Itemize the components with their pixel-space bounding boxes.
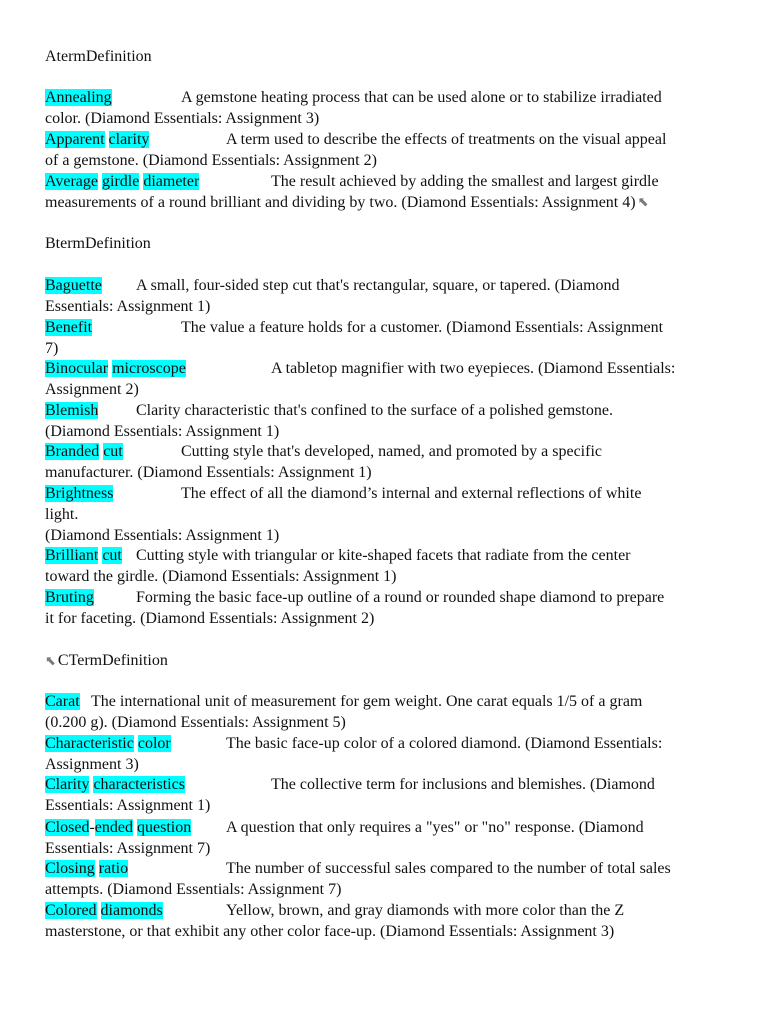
definition-line: The international unit of measurement for gem weight. One carat equals 1/5 of a gram [91,693,643,710]
term-word: Apparent [45,131,105,148]
term: Brightness [45,485,114,502]
definition-line: 7) [45,340,59,357]
term-word: cut [102,547,122,564]
definition-line: Cutting style that's developed, named, and promoted by a specific [181,443,602,460]
term-word: diameter [143,173,200,190]
definition-line: attempts. (Diamond Essentials: Assignment 7) [45,881,342,898]
section-header-b: BtermDefinition [45,235,151,252]
term: Blemish [45,402,99,419]
term-word: clarity [108,131,150,148]
definition-line: toward the girdle. (Diamond Essentials: Assignment 1) [45,568,397,585]
term: Annealing [45,89,112,106]
term: Bruting [45,589,94,606]
term-entry-baguette [45,276,102,297]
term-entry-brightness [45,484,113,505]
definition-line: (0.200 g). (Diamond Essentials: Assignment 5) [45,714,346,731]
term-entry-closed-ended-question [45,818,191,839]
definition-line: Assignment 3) [45,756,139,773]
term-entry-blemish [45,401,98,422]
term-entry-bruting [45,588,94,609]
term-word: Brilliant [45,547,99,564]
term-word: Characteristic [45,735,134,752]
definition-line: The basic face-up color of a colored diamond. (Diamond Essentials: [226,735,663,752]
term-entry-benefit [45,318,92,339]
term-word: characteristics [93,776,185,793]
definition-line: Essentials: Assignment 1) [45,797,211,814]
definition-line-with-mark [45,193,648,214]
arrow-up-left-corner-icon: ⬉ [45,654,56,669]
term-word: Closing [45,860,95,877]
term: Benefit [45,319,93,336]
term-word: Binocular [45,360,109,377]
definition-line: The number of successful sales compared to the number of total sales [226,860,671,877]
term-entry-binocular-microscope [45,359,186,380]
definition-line: (Diamond Essentials: Assignment 1) [45,527,280,544]
term-word: color [137,735,171,752]
definition-line: Clarity characteristic that's confined to the surface of a polished gemstone. [136,402,613,419]
definition-line: light. [45,506,79,523]
definition-line: The value a feature holds for a customer. (Diamond Essentials: Assignment [181,319,664,336]
term-entry-closing-ratio [45,859,128,880]
term-word: Closed [45,819,90,836]
term-word: ratio [98,860,129,877]
definition-line: A tabletop magnifier with two eyepieces. (Diamond Essentials: [271,360,676,377]
term-word: question [136,819,192,836]
definition-line: (Diamond Essentials: Assignment 1) [45,423,280,440]
definition-line: Assignment 2) [45,381,139,398]
term-entry-carat [45,692,80,713]
term: Baguette [45,277,102,294]
term-entry-apparent-clarity [45,130,149,151]
definition-line: A small, four-sided step cut that's rectangular, square, or tapered. (Diamond [136,277,620,294]
arrow-up-left-corner-icon: ⬉ [637,195,649,210]
term: Carat [45,693,80,710]
term-entry-annealing [45,88,112,109]
definition-line: masterstone, or that exhibit any other color face-up. (Diamond Essentials: Assignment 3) [45,923,615,940]
definition-line: A question that only requires a "yes" or "no" response. (Diamond [226,819,644,836]
definition-line: The result achieved by adding the smallest and largest girdle [271,173,659,190]
definition-line: Forming the basic face-up outline of a round or rounded shape diamond to prepare [136,589,665,606]
term-word: Average [45,173,98,190]
definition-line: of a gemstone. (Diamond Essentials: Assignment 2) [45,152,377,169]
term-word: diamonds [100,902,163,919]
definition-text: measurements of a round brilliant and dividing by two. (Diamond Essentials: Assignment 4) [45,194,636,211]
term-entry-clarity-characteristics [45,775,185,796]
definition-line: The effect of all the diamond’s internal and external reflections of white [181,485,642,502]
definition-line: it for faceting. (Diamond Essentials: Assignment 2) [45,610,375,627]
term-entry-branded-cut [45,442,123,463]
definition-line: color. (Diamond Essentials: Assignment 3) [45,110,320,127]
definition-line: A gemstone heating process that can be used alone or to stabilize irradiated [181,89,662,106]
term-hyphen: - [89,819,95,836]
term-word: girdle [102,173,140,190]
term-entry-average-girdle-diameter [45,172,199,193]
term-entry-colored-diamonds [45,901,163,922]
term-word: microscope [112,360,186,377]
term-word: Colored [45,902,97,919]
section-header-c: CTermDefinition [57,652,168,669]
definition-line: Essentials: Assignment 7) [45,840,211,857]
definition-line: Essentials: Assignment 1) [45,298,211,315]
section-header-c-with-mark [45,651,168,673]
term-word: cut [103,443,123,460]
term-word: Branded [45,443,100,460]
definition-line: manufacturer. (Diamond Essentials: Assignment 1) [45,464,372,481]
section-header-a: AtermDefinition [45,48,152,65]
term-word: ended [94,819,133,836]
definition-line: Yellow, brown, and gray diamonds with more color than the Z [226,902,625,919]
definition-line: A term used to describe the effects of treatments on the visual appeal [226,131,667,148]
definition-line: Cutting style with triangular or kite-shaped facets that radiate from the center [136,547,631,564]
definition-line: The collective term for inclusions and blemishes. (Diamond [271,776,655,793]
term-word: Clarity [45,776,90,793]
term-entry-brilliant-cut [45,546,122,567]
term-entry-characteristic-color [45,734,171,755]
